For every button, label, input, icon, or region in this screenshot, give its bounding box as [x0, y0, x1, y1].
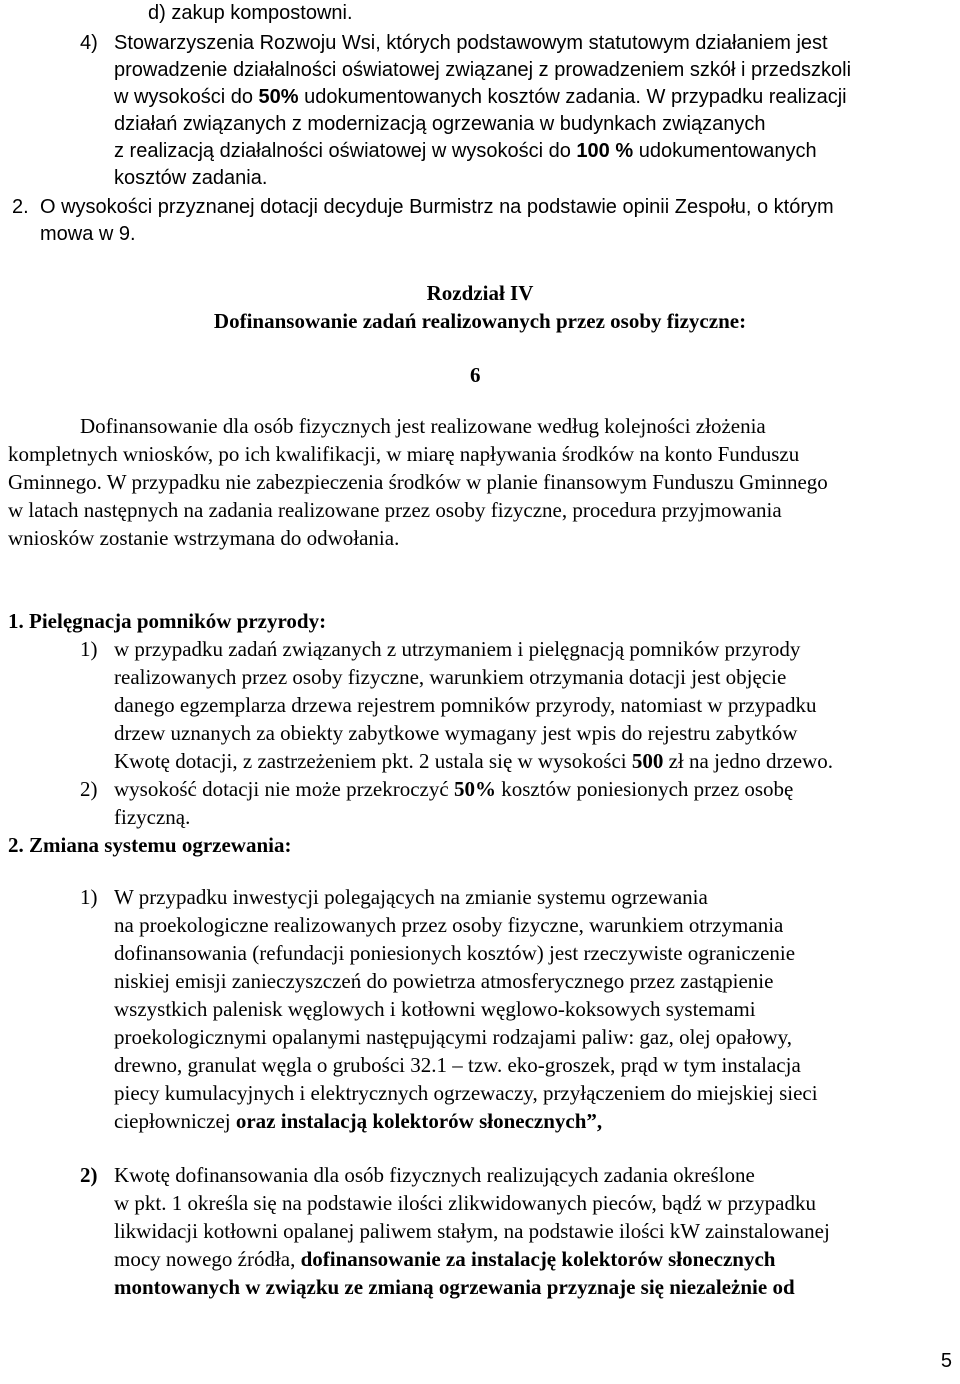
list-item-d — [148, 0, 353, 27]
paragraph-2-line-2 — [40, 221, 136, 248]
s2-item-1-line-6 — [114, 1024, 792, 1051]
s2-item-1-line-8 — [114, 1080, 818, 1107]
s2-item-2-line-2 — [114, 1190, 816, 1217]
bold-percent: 100 % — [576, 140, 634, 162]
bold-percent: 50% — [453, 777, 496, 801]
text-line: w przypadku zadań związanych z utrzymaniem i pielęgnacją pomników przyrody — [114, 637, 801, 661]
bold-percent: 50% — [258, 86, 299, 108]
s2-item-1-line-5 — [114, 996, 756, 1023]
item-d-text: d) zakup kompostowni. — [148, 2, 353, 24]
text-line: działań związanych z modernizacją ogrzewania w budynkach związanych — [114, 113, 766, 135]
text-span: Kwotę dotacji, z zastrzeżeniem pkt. 2 ustala się w wysokości — [114, 749, 632, 773]
item-4-line-3 — [114, 84, 847, 111]
text-span: udokumentowanych kosztów zadania. W przypadku realizacji — [298, 86, 847, 108]
text-line: na proekologiczne realizowanych przez osoby fizyczne, warunkiem otrzymania — [114, 913, 784, 937]
paragraph-sign — [470, 362, 481, 389]
text-line: Kwotę dofinansowania dla osób fizycznych realizujących zadania określone — [114, 1163, 755, 1187]
text-span: zł na jedno drzewo. — [663, 749, 834, 773]
paragraph-2-line-1 — [40, 194, 834, 221]
item-num: 1) — [80, 637, 98, 661]
text-line: piecy kumulacyjnych i elektrycznych ogrzewaczy, przyłączeniem do miejskiej sieci — [114, 1081, 818, 1105]
text-line: O wysokości przyznanej dotacji decyduje Burmistrz na podstawie opinii Zespołu, o którym — [40, 196, 834, 218]
text-line: drzew uznanych za obiekty zabytkowe wymagany jest wpis do rejestru zabytków — [114, 721, 798, 745]
s1-item-1-line-4 — [114, 720, 797, 747]
text-span: z realizacją działalności oświatowej w wysokości do — [114, 140, 577, 162]
text-line: kosztów zadania. — [114, 167, 268, 189]
text-line: prowadzenie działalności oświatowej związanej z prowadzeniem szkół i przedszkoli — [114, 59, 852, 81]
s2-item-1-line-1 — [114, 884, 708, 911]
text-line: kompletnych wniosków, po ich kwalifikacji, w miarę napływania środków na konto Funduszu — [8, 442, 800, 466]
text-line: proekologicznymi opalanymi następującymi rodzajami paliw: gaz, olej opałowy, — [114, 1025, 793, 1049]
item-4-num: 4) — [80, 32, 98, 54]
text-span: ciepłowniczej — [114, 1109, 236, 1133]
s1-item-2-line-1 — [114, 776, 793, 803]
s2-item-1-line-9 — [114, 1108, 602, 1135]
section-1-number: 1. — [8, 609, 24, 633]
intro-line-2 — [8, 441, 799, 468]
text-line: w latach następnych na zadania realizowane przez osoby fizyczne, procedura przyjmowania — [8, 498, 782, 522]
page-number — [941, 1350, 952, 1373]
s1-item-1-line-3 — [114, 692, 816, 719]
bold-amount: 500 — [631, 749, 664, 773]
s2-item-2-line-4 — [114, 1246, 775, 1273]
bold-text: oraz instalacją kolektorów słonecznych”, — [235, 1109, 603, 1133]
intro-line-1 — [80, 413, 766, 440]
chapter-title — [0, 280, 960, 307]
text-line: wszystkich palenisk węglowych i kotłowni węglowo-koksowych systemami — [114, 997, 756, 1021]
s1-item-1-line-2 — [114, 664, 786, 691]
item-num: 2) — [80, 777, 98, 801]
paragraph-2-number — [12, 194, 29, 221]
s2-item-1-number — [80, 884, 98, 911]
s1-item-2-number — [80, 776, 98, 803]
section-2-heading — [8, 832, 291, 859]
intro-line-4 — [8, 497, 782, 524]
s2-item-2-line-3 — [114, 1218, 830, 1245]
s1-item-2-line-2 — [114, 804, 190, 831]
section-2-number: 2. — [8, 833, 24, 857]
page-number-text: 5 — [940, 1350, 952, 1372]
text-span: mocy nowego źródła, — [114, 1247, 301, 1271]
text-line: drewno, granulat węgla o grubości 32.1 – tzw. eko-groszek, prąd w tym instalacja — [114, 1053, 801, 1077]
text-line: Gminnego. W przypadku nie zabezpieczenia środków w planie finansowym Funduszu Gminnego — [8, 470, 828, 494]
item-4-line-2 — [114, 57, 851, 84]
s2-item-1-line-4 — [114, 968, 773, 995]
section-1-title: Pielęgnacja pomników przyrody: — [29, 609, 327, 633]
item-4-line-5 — [114, 138, 817, 165]
s2-item-1-line-7 — [114, 1052, 801, 1079]
text-line: Stowarzyszenia Rozwoju Wsi, których podstawowym statutowym działaniem jest — [114, 32, 828, 54]
text-line: fizyczną. — [114, 805, 191, 829]
text-span: w wysokości do — [114, 86, 259, 108]
s2-item-2-number — [80, 1162, 98, 1189]
text-line: montowanych w związku ze zmianą ogrzewania przyznaje się niezależnie od — [114, 1275, 795, 1299]
text-line: niskiej emisji zanieczyszczeń do powietrza atmosferycznego przez zastąpienie — [114, 969, 774, 993]
s2-item-2-line-5 — [114, 1274, 795, 1301]
intro-line-3 — [8, 469, 828, 496]
text-line: dofinansowania (refundacji poniesionych kosztów) jest rzeczywiste ograniczenie — [114, 941, 796, 965]
section-1-heading — [8, 608, 326, 635]
intro-line-5 — [8, 525, 399, 552]
text-line: w pkt. 1 określa się na podstawie ilości zlikwidowanych pieców, bądź w przypadku — [114, 1191, 816, 1215]
item-4-line-1 — [114, 30, 956, 57]
section-2-title: Zmiana systemu ogrzewania: — [29, 833, 292, 857]
s2-item-1-line-3 — [114, 940, 795, 967]
paragraph-sign-number: 6 — [470, 363, 481, 387]
text-line: Dofinansowanie dla osób fizycznych jest realizowane według kolejności złożenia — [80, 414, 766, 438]
text-span: udokumentowanych — [633, 140, 817, 162]
item-num: 2) — [80, 1163, 98, 1187]
text-span: kosztów poniesionych przez osobę — [495, 777, 794, 801]
chapter-title-text: Rozdział IV — [426, 281, 534, 305]
bold-text: dofinansowanie za instalację kolektorów słonecznych — [300, 1247, 776, 1271]
s1-item-1-line-1 — [114, 636, 800, 663]
item-num: 1) — [80, 885, 98, 909]
s2-item-2-line-1 — [114, 1162, 755, 1189]
chapter-subtitle — [0, 308, 960, 335]
chapter-subtitle-text: Dofinansowanie zadań realizowanych przez osoby fizyczne: — [213, 309, 747, 333]
item-4-line-4 — [114, 111, 765, 138]
s1-item-1-line-5 — [114, 748, 833, 775]
s1-item-1-number — [80, 636, 98, 663]
item-4-line-6 — [114, 165, 267, 192]
text-span: wysokość dotacji nie może przekroczyć — [114, 777, 454, 801]
item-4-number — [80, 30, 98, 57]
text-line: mowa w 9. — [40, 223, 136, 245]
text-line: realizowanych przez osoby fizyczne, warunkiem otrzymania dotacji jest objęcie — [114, 665, 787, 689]
p2-num: 2. — [12, 196, 29, 218]
text-line: danego egzemplarza drzewa rejestrem pomników przyrody, natomiast w przypadku — [114, 693, 817, 717]
text-line: wniosków zostanie wstrzymana do odwołania. — [8, 526, 400, 550]
text-line: W przypadku inwestycji polegających na zmianie systemu ogrzewania — [114, 885, 708, 909]
text-line: likwidacji kotłowni opalanej paliwem stałym, na podstawie ilości kW zainstalowanej — [114, 1219, 830, 1243]
s2-item-1-line-2 — [114, 912, 783, 939]
